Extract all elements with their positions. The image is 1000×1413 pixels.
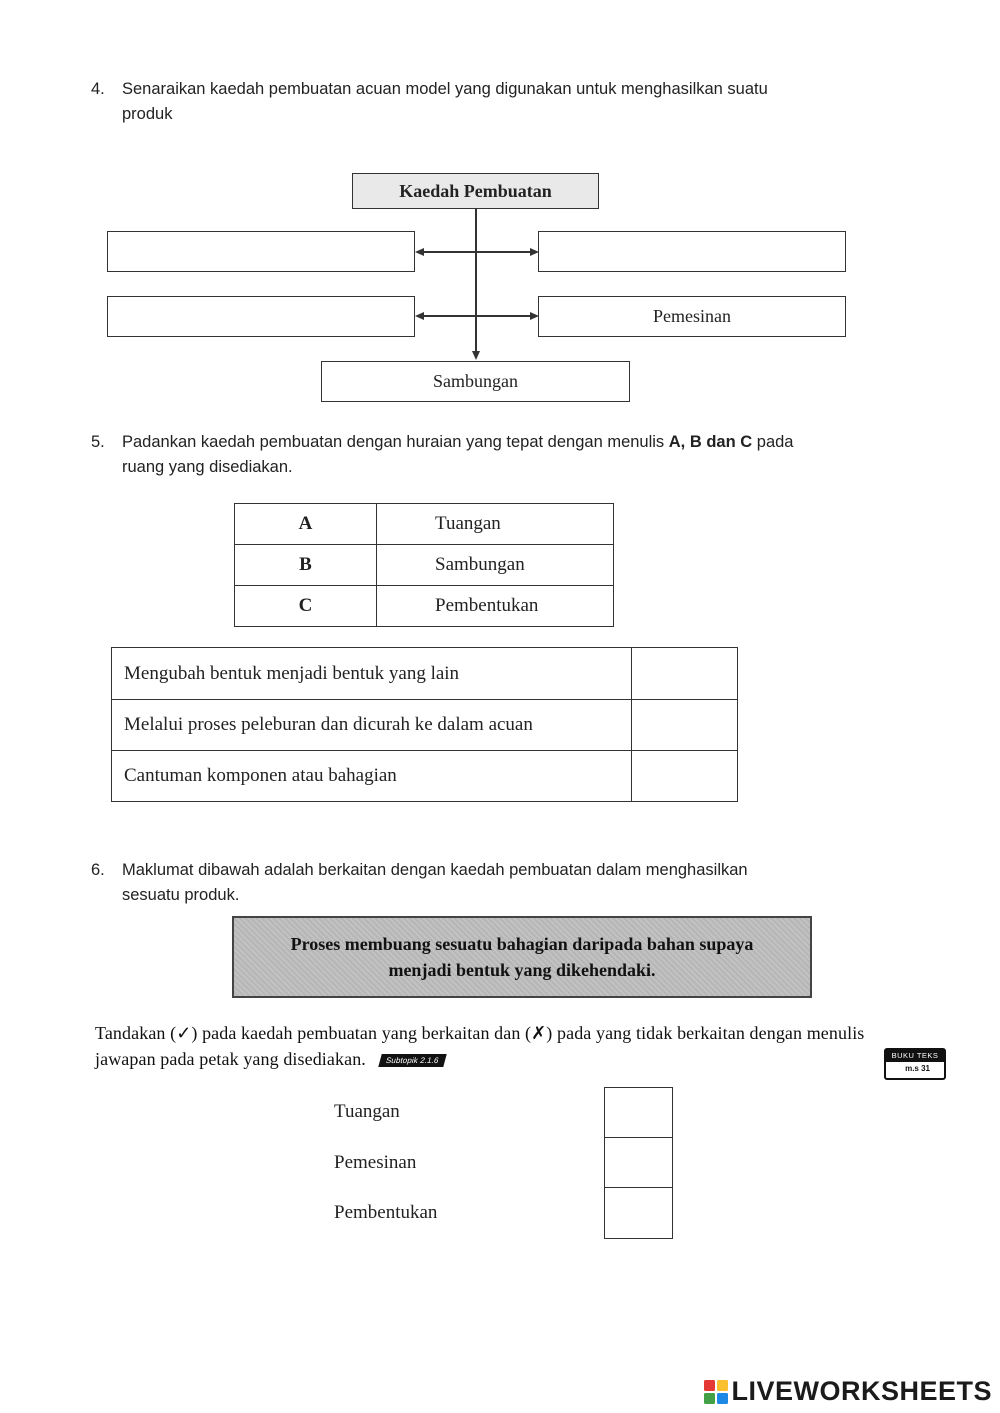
diagram-box-sambungan — [321, 361, 630, 402]
diagram-root-box — [352, 173, 599, 209]
buku-teks-title: BUKU TEKS — [886, 1050, 944, 1062]
question-4-number: 4. — [91, 80, 105, 98]
key-letter: B — [235, 545, 377, 586]
checklist-label: Pemesinan — [334, 1152, 417, 1173]
matching-answer-box[interactable] — [632, 648, 738, 700]
matching-row — [112, 700, 738, 751]
buku-teks-badge — [884, 1048, 946, 1080]
question-5 — [91, 430, 911, 482]
matching-answer-box[interactable] — [632, 700, 738, 751]
liveworksheets-logo-text: LIVEWORKSHEETS — [731, 1376, 992, 1406]
matching-answer-box[interactable] — [632, 751, 738, 802]
diagram-root-label: Kaedah Pembuatan — [399, 180, 552, 201]
answer-box-left-top[interactable] — [107, 231, 415, 272]
checklist-answer-box[interactable] — [604, 1137, 673, 1189]
diagram-row2-line — [424, 315, 530, 317]
question-5-text-line2: ruang yang disediakan. — [122, 458, 293, 476]
key-letter: A — [235, 504, 377, 545]
diagram-label-pemesinan: Pemesinan — [653, 306, 731, 326]
question-6 — [91, 858, 911, 910]
question-5-text-bold: A, B dan C — [668, 433, 753, 451]
diagram-arrowhead-down — [472, 351, 480, 360]
question-5-text-line1 — [122, 430, 793, 455]
key-letter: C — [235, 586, 377, 627]
diagram-row1-line — [424, 251, 530, 253]
checklist-label: Pembentukan — [334, 1202, 438, 1223]
question-5-number: 5. — [91, 433, 105, 451]
key-label: Pembentukan — [377, 586, 614, 627]
matching-description: Mengubah bentuk menjadi bentuk yang lain — [112, 648, 632, 700]
matching-row — [112, 751, 738, 802]
checklist-answer-box[interactable] — [604, 1187, 673, 1239]
key-row — [235, 545, 614, 586]
checklist-label: Tuangan — [334, 1101, 400, 1122]
key-row — [235, 586, 614, 627]
diagram-box-pemesinan — [538, 296, 846, 337]
instruction-line1: Tandakan (✓) pada kaedah pembuatan yang berkaitan dan (✗) pada yang tidak berkaitan dengan menulis — [95, 1023, 865, 1043]
liveworksheets-logo-icon — [703, 1379, 729, 1405]
info-panel — [232, 916, 812, 998]
instruction-line2-wrap — [95, 1046, 955, 1072]
buku-teks-page: m.s 31 — [905, 1064, 930, 1073]
answer-box-right-top[interactable] — [538, 231, 846, 272]
key-label: Tuangan — [377, 504, 614, 545]
diagram-label-sambungan: Sambungan — [433, 371, 518, 391]
liveworksheets-logo[interactable] — [703, 1376, 992, 1407]
diagram-arrowhead-left-2 — [415, 312, 424, 320]
diagram-trunk-line — [475, 209, 477, 353]
matching-row — [112, 648, 738, 700]
instruction-text — [95, 1020, 955, 1072]
question-4 — [91, 77, 891, 129]
key-row — [235, 504, 614, 545]
question-4-text-line2: produk — [122, 105, 173, 123]
matching-table — [111, 647, 738, 802]
diagram-arrowhead-left-1 — [415, 248, 424, 256]
question-6-text-line2: sesuatu produk. — [122, 886, 240, 904]
answer-box-left-mid[interactable] — [107, 296, 415, 337]
question-4-text-line1: Senaraikan kaedah pembuatan acuan model yang digunakan untuk menghasilkan suatu — [122, 80, 768, 98]
question-6-text-line1: Maklumat dibawah adalah berkaitan dengan kaedah pembuatan dalam menghasilkan — [122, 861, 748, 879]
question-6-number: 6. — [91, 861, 105, 879]
subtopik-tag: Subtopik 2.1.6 — [378, 1054, 446, 1067]
info-panel-line2: menjadi bentuk yang dikehendaki. — [388, 960, 656, 980]
checklist-answer-box[interactable] — [604, 1087, 673, 1139]
question-5-text-post: pada — [752, 433, 794, 451]
matching-description: Melalui proses peleburan dan dicurah ke dalam acuan — [112, 700, 632, 751]
info-panel-line1: Proses membuang sesuatu bahagian daripada bahan supaya — [290, 934, 754, 954]
key-table — [234, 503, 614, 627]
instruction-line2: jawapan pada petak yang disediakan. — [95, 1049, 366, 1069]
question-5-text-pre: Padankan kaedah pembuatan dengan huraian yang tepat dengan menulis — [122, 433, 669, 451]
matching-description: Cantuman komponen atau bahagian — [112, 751, 632, 802]
key-label: Sambungan — [377, 545, 614, 586]
